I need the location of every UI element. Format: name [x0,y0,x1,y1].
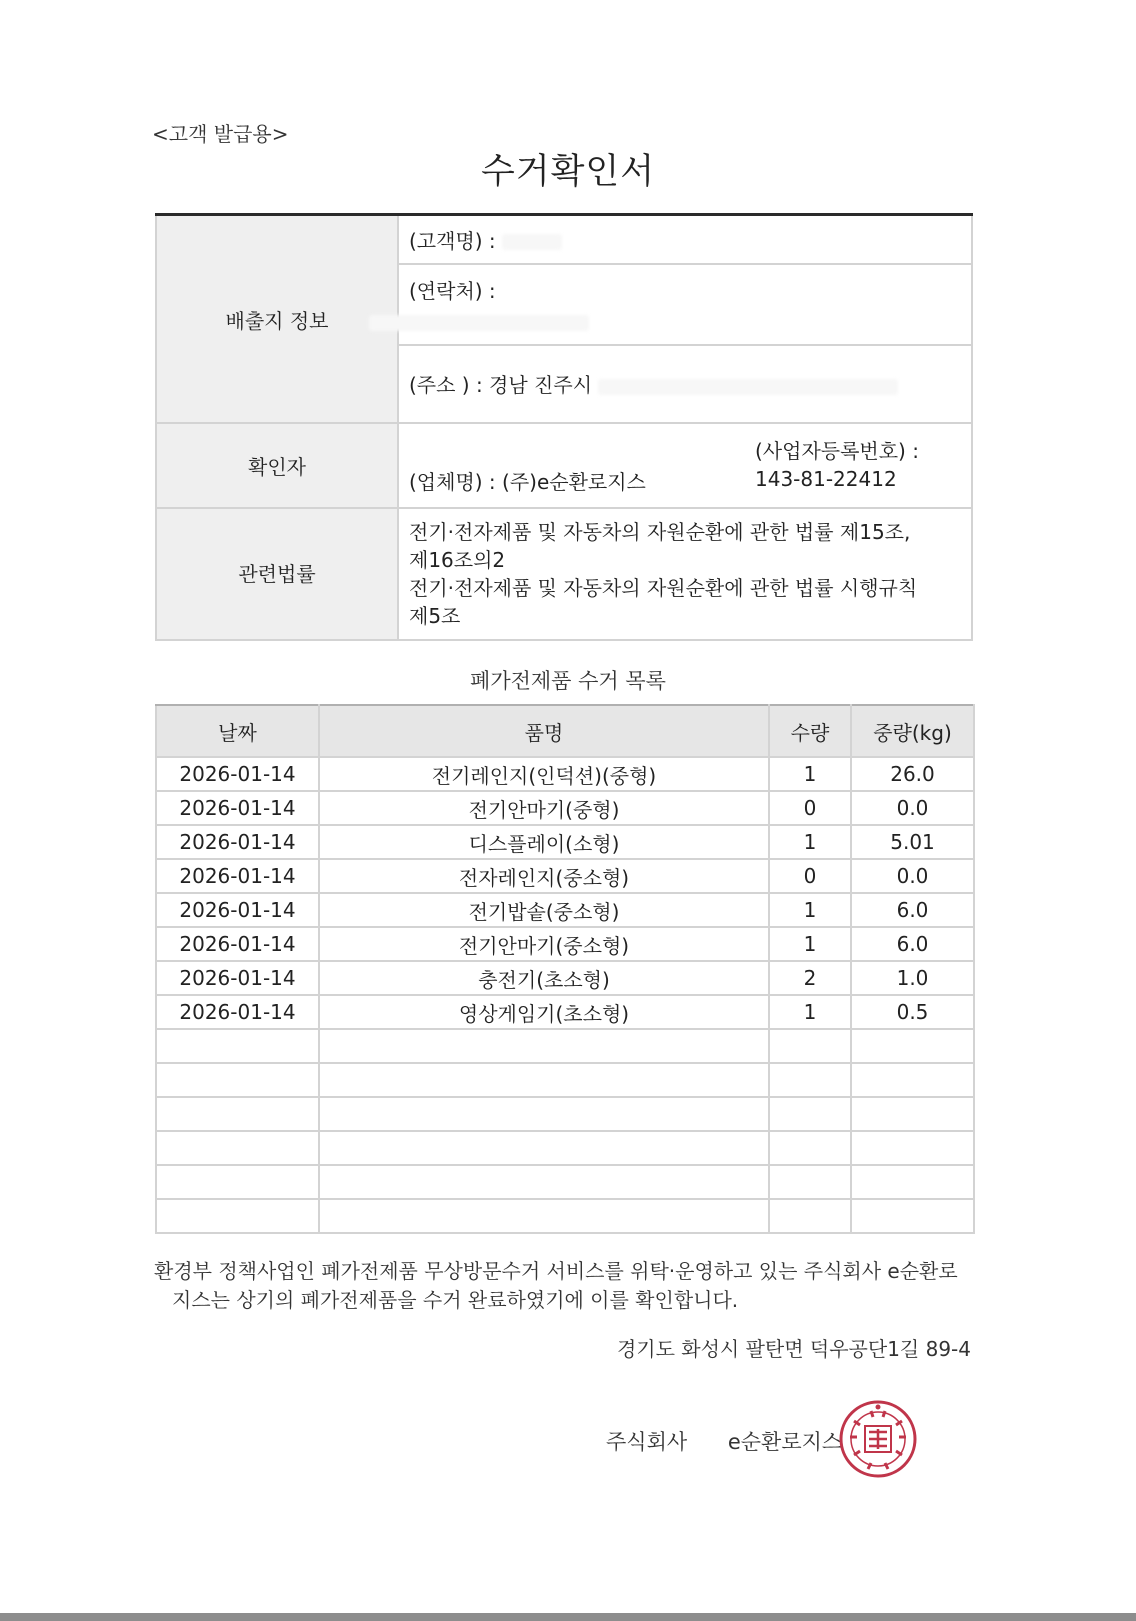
cell-item-name: 전기안마기(중소형) [319,927,769,961]
cell-weight: 26.0 [851,757,974,791]
table-row [156,757,974,791]
empty-cell [769,1097,851,1131]
empty-cell [319,1097,769,1131]
cell-weight: 5.01 [851,825,974,859]
column-header-date: 날짜 [156,705,319,757]
cell-date: 2026-01-14 [156,757,319,791]
redacted-contact [369,315,589,331]
company-address: 경기도 화성시 팔탄면 덕우공단1길 89-4 [616,1337,971,1361]
column-header-weight: 중량(kg) [851,705,974,757]
copy-type-label: <고객 발급용> [152,122,289,146]
empty-cell [319,1063,769,1097]
law-line: 제5조 [409,604,461,629]
empty-cell [769,1131,851,1165]
empty-cell [851,1199,974,1233]
cell-item-name: 전기밥솥(중소형) [319,893,769,927]
cell-item-name: 충전기(초소형) [319,961,769,995]
empty-table-row [156,1131,974,1165]
statement-line: 환경부 정책사업인 폐가전제품 무상방문수거 서비스를 위탁·운영하고 있는 주식회사 e순환로 [154,1259,958,1283]
empty-cell [851,1063,974,1097]
info-table [155,213,973,641]
empty-cell [156,1131,319,1165]
page-bottom-bar [0,1613,1136,1621]
address-cell [398,345,972,424]
law-line: 제16조의2 [409,548,506,573]
cell-quantity: 1 [769,927,851,961]
cell-weight: 0.0 [851,791,974,825]
empty-cell [769,1199,851,1233]
address-label: (주소 ) : 경남 진주시 [409,373,593,398]
law-header: 관련법률 [156,508,398,640]
empty-cell [769,1165,851,1199]
law-line: 전기·전자제품 및 자동차의 자원순환에 관한 법률 시행규칙 [409,576,918,601]
empty-table-row [156,1097,974,1131]
empty-cell [319,1165,769,1199]
cell-item-name: 영상게임기(초소형) [319,995,769,1029]
cell-weight: 6.0 [851,927,974,961]
empty-cell [851,1165,974,1199]
cell-quantity: 1 [769,825,851,859]
empty-table-row [156,1199,974,1233]
cell-item-name: 전기안마기(중형) [319,791,769,825]
cell-weight: 6.0 [851,893,974,927]
customer-name-cell [398,215,972,264]
company-name: (업체명) : (주)e순환로지스 [409,469,646,494]
cell-quantity: 1 [769,893,851,927]
cell-quantity: 0 [769,791,851,825]
table-header-row [156,705,974,757]
cell-date: 2026-01-14 [156,859,319,893]
cell-weight: 0.5 [851,995,974,1029]
empty-cell [319,1131,769,1165]
empty-cell [156,1199,319,1233]
column-header-quantity: 수량 [769,705,851,757]
statement-line: 지스는 상기의 폐가전제품을 수거 완료하였기에 이를 확인합니다. [172,1288,739,1312]
empty-cell [156,1063,319,1097]
company-seal-icon [838,1399,918,1479]
table-row [156,995,974,1029]
empty-table-row [156,1029,974,1063]
cell-quantity: 0 [769,859,851,893]
discharge-info-header: 배출지 정보 [156,215,398,424]
registration-label: (사업자등록번호) : [755,438,919,463]
collection-table [155,704,975,1234]
cell-item-name: 디스플레이(소형) [319,825,769,859]
empty-cell [319,1029,769,1063]
cell-date: 2026-01-14 [156,927,319,961]
cell-quantity: 2 [769,961,851,995]
collection-list-title: 폐가전제품 수거 목록 [470,669,666,693]
cell-date: 2026-01-14 [156,961,319,995]
table-row [156,961,974,995]
table-row [156,859,974,893]
redacted-customer-name [502,234,562,250]
empty-cell [851,1029,974,1063]
cell-weight: 1.0 [851,961,974,995]
cell-weight: 0.0 [851,859,974,893]
cell-item-name: 전기레인지(인덕션)(중형) [319,757,769,791]
signer [606,1426,876,1456]
cell-date: 2026-01-14 [156,791,319,825]
table-row [156,927,974,961]
customer-name-label: (고객명) : [409,228,496,253]
empty-cell [769,1029,851,1063]
empty-table-row [156,1165,974,1199]
registration-number: 143-81-22412 [755,466,897,491]
empty-cell [156,1097,319,1131]
empty-table-row [156,1063,974,1097]
empty-cell [769,1063,851,1097]
cell-item-name: 전자레인지(중소형) [319,859,769,893]
registration-block [755,437,919,493]
column-header-item: 품명 [319,705,769,757]
empty-cell [156,1029,319,1063]
signer-prefix: 주식회사 [606,1430,688,1454]
cell-quantity: 1 [769,995,851,1029]
cell-date: 2026-01-14 [156,893,319,927]
table-row [156,791,974,825]
verifier-cell [398,423,972,508]
empty-cell [319,1199,769,1233]
verifier-header: 확인자 [156,423,398,508]
empty-cell [851,1131,974,1165]
document-title: 수거확인서 [480,152,656,192]
contact-label: (연락처) : [409,278,496,303]
law-line: 전기·전자제품 및 자동차의 자원순환에 관한 법률 제15조, [409,520,911,545]
table-row [156,893,974,927]
empty-cell [156,1165,319,1199]
confirmation-statement [154,1257,984,1315]
redacted-address [598,379,898,395]
cell-date: 2026-01-14 [156,995,319,1029]
cell-date: 2026-01-14 [156,825,319,859]
signer-name: e순환로지스 [727,1430,843,1454]
table-row [156,825,974,859]
empty-cell [851,1097,974,1131]
cell-quantity: 1 [769,757,851,791]
contact-cell [398,264,972,345]
law-cell [398,508,972,640]
